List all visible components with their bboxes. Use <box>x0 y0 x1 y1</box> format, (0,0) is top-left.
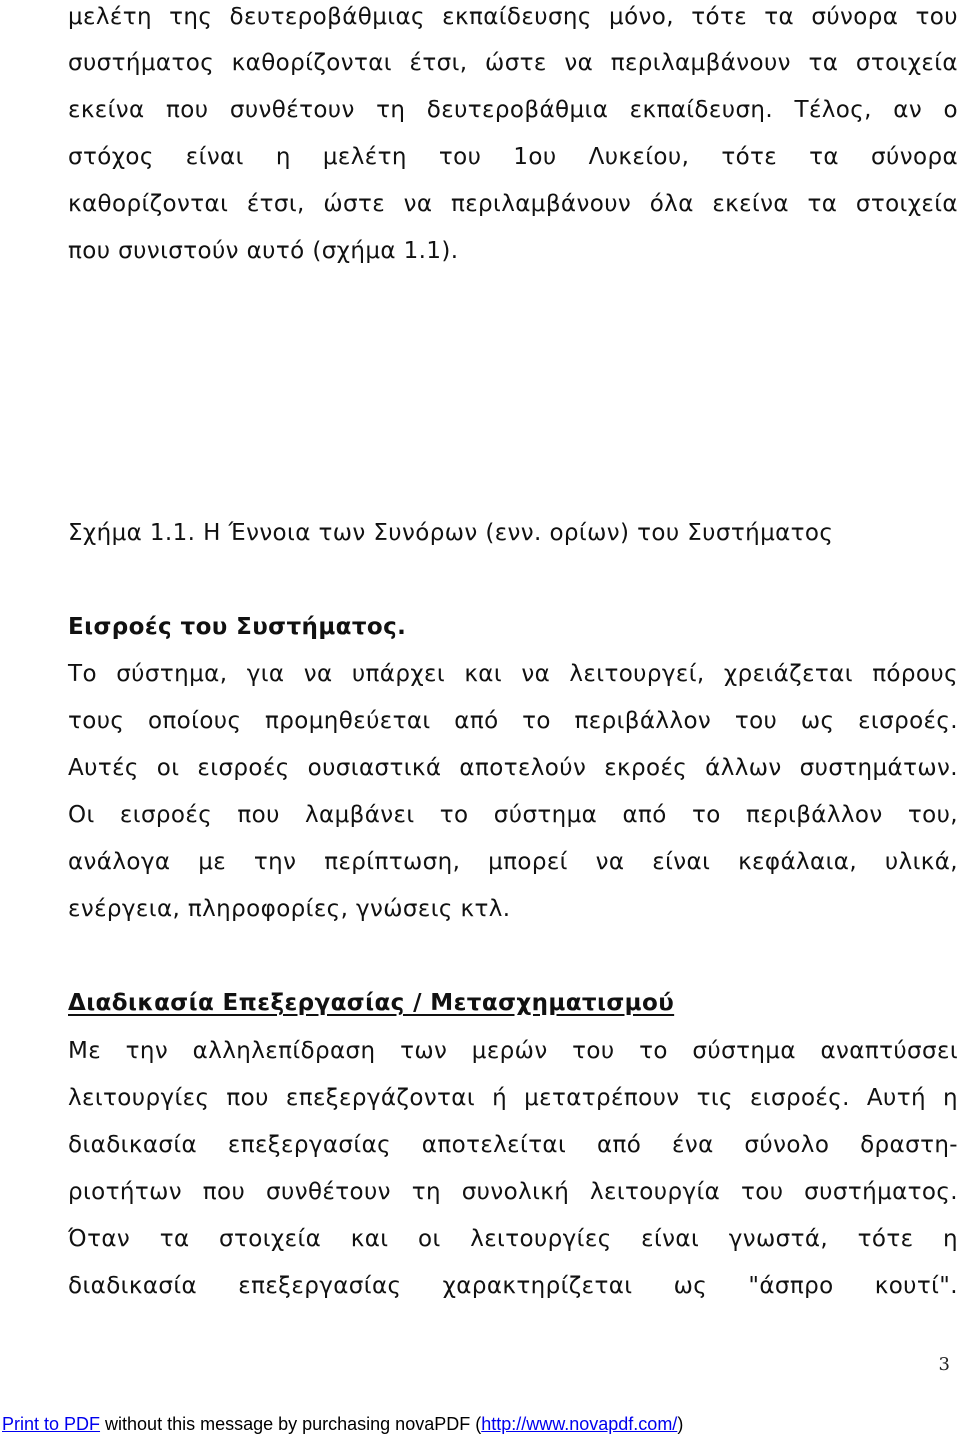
print-to-pdf-link[interactable]: Print to PDF <box>2 1414 101 1434</box>
print-footer <box>2 1414 683 1435</box>
figure-caption: Σχήμα 1.1. Η Έννοια των Συνόρων (ενν. ορίων) του Συστήματος <box>68 520 834 546</box>
paragraph-line: ενέργεια, πληροφορίες, γνώσεις κτλ. <box>68 896 511 922</box>
novapdf-link[interactable]: http://www.novapdf.com/ <box>481 1414 678 1434</box>
paragraph-line: μελέτη της δευτεροβάθμιας εκπαίδευσης μόνο, τότε τα σύνορα του <box>68 4 958 30</box>
page-number: 3 <box>938 1354 950 1375</box>
paragraph-line: Οι εισροές που λαμβάνει το σύστημα από το περιβάλλον του, <box>68 802 958 828</box>
paragraph-line: Όταν τα στοιχεία και οι λειτουργίες είναι γνωστά, τότε η <box>68 1226 958 1252</box>
paragraph-line: συστήματος καθορίζονται έτσι, ώστε να περιλαμβάνουν τα στοιχεία <box>68 50 958 76</box>
paragraph-line: διαδικασία επεξεργασίας αποτελείται από ένα σύνολο δραστη- <box>68 1132 958 1158</box>
paragraph-line: τους οποίους προμηθεύεται από το περιβάλλον του ως εισροές. <box>68 708 958 734</box>
paragraph-line: Αυτές οι εισροές ουσιαστικά αποτελούν εκροές άλλων συστημάτων. <box>68 755 958 781</box>
section-heading-processing: Διαδικασία Επεξεργασίας / Μετασχηματισμού <box>68 990 675 1016</box>
paragraph-line: στόχος είναι η μελέτη του 1ου Λυκείου, τότε τα σύνορα <box>68 144 958 170</box>
footer-text: without this message by purchasing novaPDF ( <box>100 1414 482 1434</box>
footer-text-end: ) <box>677 1414 684 1434</box>
paragraph-line: Με την αλληλεπίδραση των μερών του το σύστημα αναπτύσσει <box>68 1038 958 1064</box>
paragraph-line: Το σύστημα, για να υπάρχει και να λειτουργεί, χρειάζεται πόρους <box>68 661 958 687</box>
paragraph-line: ριοτήτων που συνθέτουν τη συνολική λειτουργία του συστήματος. <box>68 1179 958 1205</box>
paragraph-line: εκείνα που συνθέτουν τη δευτεροβάθμια εκπαίδευση. Τέλος, αν ο <box>68 97 958 123</box>
paragraph-line: ανάλογα με την περίπτωση, μπορεί να είναι κεφάλαια, υλικά, <box>68 849 958 875</box>
paragraph-line: που συνιστούν αυτό (σχήμα 1.1). <box>68 238 459 264</box>
paragraph-line: διαδικασία επεξεργασίας χαρακτηρίζεται ως "άσπρο κουτί". <box>68 1273 958 1299</box>
paragraph-line: καθορίζονται έτσι, ώστε να περιλαμβάνουν όλα εκείνα τα στοιχεία <box>68 191 958 217</box>
paragraph-line: λειτουργίες που επεξεργάζονται ή μετατρέπουν τις εισροές. Αυτή η <box>68 1085 958 1111</box>
section-heading-inputs: Εισροές του Συστήματος. <box>68 614 407 640</box>
